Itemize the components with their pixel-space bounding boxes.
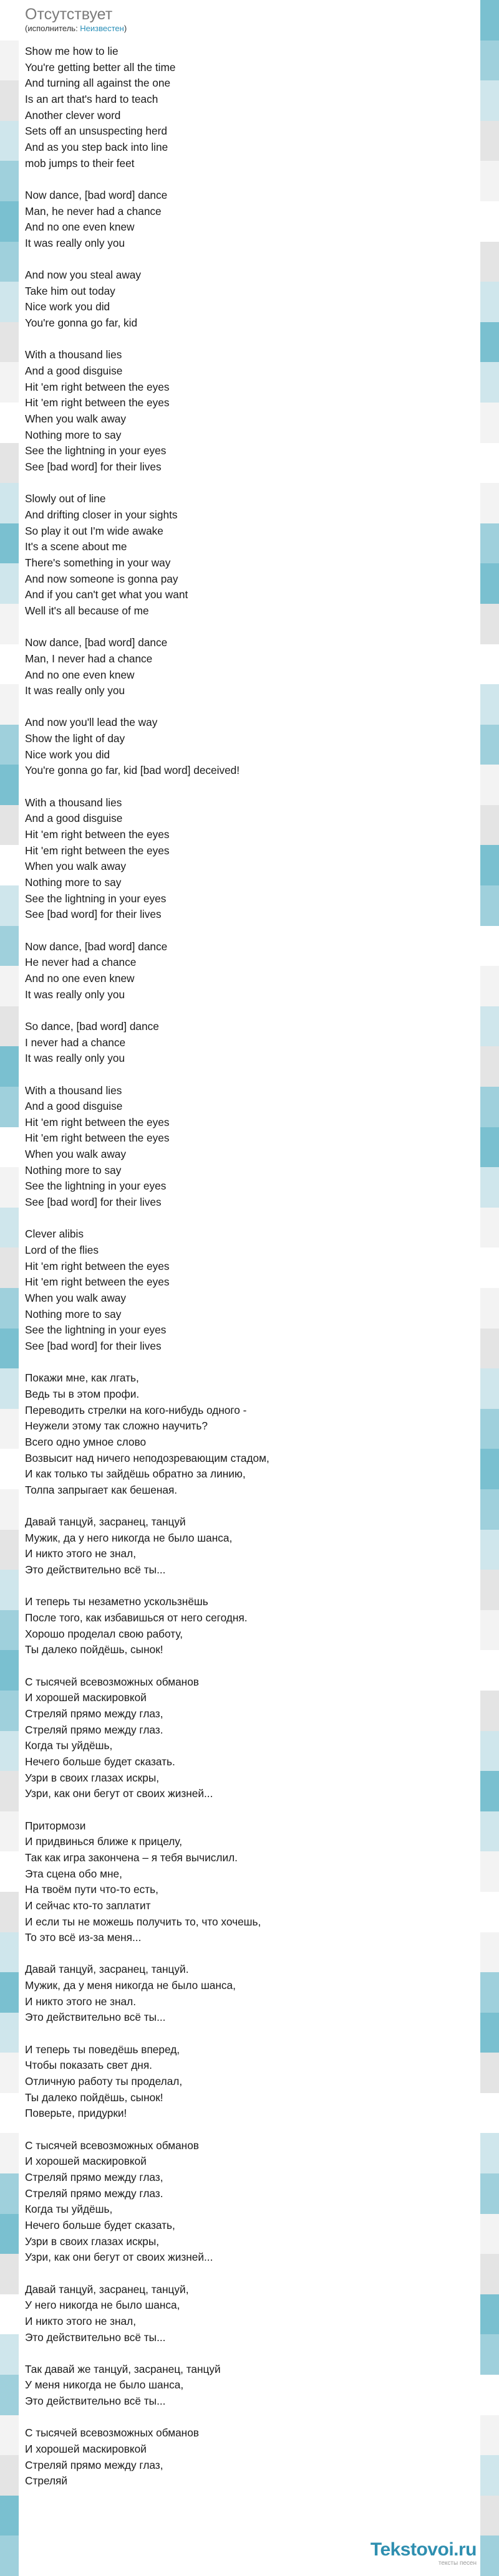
lyrics-stanza	[25, 188, 474, 252]
strip-segment	[0, 1731, 19, 1772]
lyrics-line: See the lightning in your eyes	[25, 444, 167, 457]
lyrics-line: Узри, как они бегут от своих жизней...	[25, 1787, 213, 1800]
lyrics-line: And a good disguise	[25, 1100, 123, 1113]
lyrics-line: Покажи мне, как лгать,	[25, 1371, 139, 1385]
lyrics-stanza	[25, 347, 474, 475]
lyrics-stanza	[25, 1594, 474, 1658]
strip-segment	[0, 523, 19, 564]
strip-segment	[0, 1932, 19, 1973]
strip-segment	[0, 1530, 19, 1570]
lyrics-stanza	[25, 44, 474, 171]
lyrics-line: With a thousand lies	[25, 1084, 122, 1097]
strip-segment	[0, 2535, 19, 2576]
lyrics-line: There's something in your way	[25, 556, 171, 569]
strip-segment	[0, 161, 19, 201]
lyrics-line: When you walk away	[25, 1148, 127, 1161]
lyrics-line: Now dance, [bad word] dance	[25, 636, 168, 649]
lyrics-line: And a good disguise	[25, 812, 123, 825]
strip-segment	[0, 1972, 19, 2013]
lyrics-line: And drifting closer in your sights	[25, 508, 178, 521]
strip-segment	[480, 1972, 499, 2013]
lyrics-line: Нечего больше будет сказать,	[25, 2218, 175, 2231]
strip-segment	[480, 2053, 499, 2093]
lyrics-line: Nice work you did	[25, 300, 110, 313]
lyrics-line: И сейчас кто-то заплатит	[25, 1899, 151, 1912]
lyrics-line: Стреляй прямо между глаз,	[25, 1707, 163, 1720]
lyrics-line: Ведь ты в этом профи.	[25, 1387, 140, 1400]
strip-segment	[480, 2535, 499, 2576]
lyrics-line: Толпа запрыгает как бешеная.	[25, 1483, 178, 1496]
lyrics-line: Now dance, [bad word] dance	[25, 188, 168, 201]
strip-segment	[480, 2173, 499, 2214]
lyrics-line: И никто этого не знал.	[25, 1995, 137, 2008]
strip-segment	[480, 2415, 499, 2456]
lyrics-line: Нечего больше будет сказать.	[25, 1755, 175, 1768]
lyrics-line: Hit 'em right between the eyes	[25, 844, 170, 857]
strip-segment	[480, 80, 499, 121]
strip-segment	[480, 1046, 499, 1087]
strip-segment	[0, 1247, 19, 1288]
lyrics-line: And turning all against the one	[25, 77, 171, 90]
lyrics-line: Sets off an unsuspecting herd	[25, 125, 167, 138]
strip-segment	[480, 443, 499, 484]
strip-segment	[480, 362, 499, 403]
lyrics-line: С тысячей всевозможных обманов	[25, 1675, 199, 1688]
lyrics-line: And now you'll lead the way	[25, 716, 158, 729]
lyrics-line: And no one even knew	[25, 971, 135, 985]
lyrics-line: When you walk away	[25, 860, 127, 873]
lyrics-line: Притормози	[25, 1819, 86, 1832]
lyrics-line: Узри в своих глазах искры,	[25, 1771, 160, 1784]
lyrics-line: Переводить стрелки на кого-нибудь одного -	[25, 1403, 247, 1416]
strip-segment	[480, 684, 499, 725]
strip-segment	[480, 1892, 499, 1932]
lyrics-line: Стреляй прямо между глаз,	[25, 2170, 163, 2183]
lyrics-line: И хорошей маскировкой	[25, 1691, 147, 1704]
strip-segment	[0, 2254, 19, 2294]
strip-segment	[480, 1530, 499, 1570]
strip-segment	[480, 1167, 499, 1208]
lyrics-line: And no one even knew	[25, 668, 135, 681]
lyrics-stanza	[25, 2362, 474, 2410]
lyrics-line: И хорошей маскировкой	[25, 2155, 147, 2168]
strip-segment	[0, 1570, 19, 1610]
lyrics-line: У него никогда не было шанса,	[25, 2299, 180, 2312]
lyrics-line: Так давай же танцуй, засранец, танцуй	[25, 2362, 221, 2375]
strip-segment	[480, 1368, 499, 1409]
strip-segment	[0, 242, 19, 282]
strip-segment	[480, 2294, 499, 2335]
lyrics-stanza	[25, 491, 474, 619]
strip-segment	[0, 1489, 19, 1530]
strip-segment	[0, 604, 19, 644]
lyrics-line: Давай танцуй, засранец, танцуй,	[25, 2283, 189, 2296]
strip-segment	[480, 1329, 499, 1369]
lyrics-line: With a thousand lies	[25, 796, 122, 809]
lyrics-line: Man, he never had a chance	[25, 204, 162, 217]
lyrics-stanza	[25, 1962, 474, 2026]
strip-segment	[480, 1006, 499, 1047]
lyrics-line: And if you can't get what you want	[25, 588, 188, 601]
lyrics-line: И никто этого не знал,	[25, 2314, 137, 2327]
lyrics-line: Хорошо проделал свою работу,	[25, 1627, 183, 1640]
lyrics-body	[25, 44, 474, 2489]
strip-segment	[480, 242, 499, 282]
strip-segment	[0, 765, 19, 805]
strip-segment	[0, 805, 19, 846]
lyrics-line: Ты далеко пойдёшь, сынок!	[25, 2091, 163, 2104]
strip-segment	[0, 2053, 19, 2093]
lyrics-line: And now someone is gonna pay	[25, 572, 178, 585]
strip-segment	[480, 1731, 499, 1772]
strip-segment	[0, 926, 19, 966]
lyrics-stanza	[25, 939, 474, 1003]
left-decorative-strip	[0, 0, 19, 2576]
lyrics-line: Узри в своих глазах искры,	[25, 2235, 160, 2248]
strip-segment	[480, 1932, 499, 1973]
strip-segment	[480, 483, 499, 523]
lyrics-line: I never had a chance	[25, 1036, 126, 1049]
artist-suffix: )	[124, 24, 127, 33]
strip-segment	[0, 1368, 19, 1409]
strip-segment	[480, 1208, 499, 1248]
strip-segment	[0, 403, 19, 443]
lyrics-line: Ты далеко пойдёшь, сынок!	[25, 1643, 163, 1656]
lyrics-line: И теперь ты незаметно ускользнёшь	[25, 1595, 208, 1608]
lyrics-line: Мужик, да у меня никогда не было шанса,	[25, 1979, 236, 1992]
lyrics-stanza	[25, 1019, 474, 1067]
lyrics-line: Поверьте, придурки!	[25, 2107, 127, 2120]
artist-link[interactable]: Неизвестен	[80, 24, 124, 33]
lyrics-line: See the lightning in your eyes	[25, 1324, 167, 1337]
lyrics-line: На твоём пути что-то есть,	[25, 1883, 158, 1896]
lyrics-stanza	[25, 1514, 474, 1578]
strip-segment	[0, 1046, 19, 1087]
strip-segment	[0, 1449, 19, 1489]
strip-segment	[0, 2013, 19, 2053]
lyrics-line: Now dance, [bad word] dance	[25, 940, 168, 953]
strip-segment	[0, 2133, 19, 2173]
strip-segment	[0, 2334, 19, 2375]
strip-segment	[0, 1208, 19, 1248]
lyrics-line: Hit 'em right between the eyes	[25, 396, 170, 409]
strip-segment	[0, 1329, 19, 1369]
lyrics-line: It was really only you	[25, 988, 125, 1001]
strip-segment	[480, 201, 499, 242]
lyrics-line: Эта сцена обо мне,	[25, 1867, 122, 1880]
strip-segment	[0, 1288, 19, 1329]
strip-segment	[0, 2173, 19, 2214]
lyrics-line: Возвысит над ничего неподозревающим стадом,	[25, 1451, 269, 1464]
strip-segment	[0, 1650, 19, 1691]
strip-segment	[480, 282, 499, 322]
strip-segment	[0, 1691, 19, 1731]
lyrics-stanza	[25, 2282, 474, 2346]
lyrics-line: Узри, как они бегут от своих жизней...	[25, 2251, 213, 2264]
lyrics-line: Nice work you did	[25, 748, 110, 761]
strip-segment	[480, 1570, 499, 1610]
lyrics-line: И как только ты зайдёшь обратно за линию,	[25, 1467, 246, 1481]
lyrics-line: И придвинься ближе к прицелу,	[25, 1835, 183, 1848]
strip-segment	[0, 282, 19, 322]
strip-segment	[0, 1811, 19, 1852]
lyrics-line: See [bad word] for their lives	[25, 1196, 162, 1209]
strip-segment	[0, 2496, 19, 2536]
lyrics-line: Стреляй прямо между глаз.	[25, 1723, 163, 1736]
lyrics-line: Стреляй прямо между глаз,	[25, 2458, 163, 2471]
lyrics-line: Hit 'em right between the eyes	[25, 380, 170, 393]
lyrics-line: С тысячей всевозможных обманов	[25, 2426, 199, 2440]
strip-segment	[480, 1409, 499, 1449]
strip-segment	[480, 1127, 499, 1168]
strip-segment	[0, 966, 19, 1006]
strip-segment	[0, 1167, 19, 1208]
lyrics-stanza	[25, 2042, 474, 2122]
right-decorative-strip	[480, 0, 499, 2576]
strip-segment	[480, 1610, 499, 1651]
lyrics-stanza	[25, 715, 474, 779]
strip-segment	[0, 684, 19, 725]
lyrics-stanza	[25, 2138, 474, 2266]
lyrics-line: И никто этого не знал,	[25, 1547, 137, 1560]
strip-segment	[480, 2214, 499, 2254]
lyrics-line: Slowly out of line	[25, 492, 106, 505]
strip-segment	[480, 0, 499, 41]
lyrics-line: Hit 'em right between the eyes	[25, 828, 170, 841]
lyrics-line: Это действительно всё ты...	[25, 2395, 166, 2408]
strip-segment	[0, 41, 19, 81]
lyrics-line: And as you step back into line	[25, 140, 168, 153]
strip-segment	[0, 121, 19, 161]
lyrics-line: And no one even knew	[25, 221, 135, 234]
lyrics-line: See the lightning in your eyes	[25, 892, 167, 905]
lyrics-line: Чтобы показать свет дня.	[25, 2059, 152, 2072]
strip-segment	[480, 725, 499, 765]
site-watermark[interactable]	[371, 2540, 477, 2567]
strip-segment	[0, 2455, 19, 2496]
lyrics-line: Отличную работу ты проделал,	[25, 2075, 183, 2088]
lyrics-line: Неужели этому так сложно научить?	[25, 1419, 208, 1433]
lyrics-line: When you walk away	[25, 413, 127, 426]
lyrics-line: Nothing more to say	[25, 1163, 122, 1176]
lyrics-line: Стреляй прямо между глаз.	[25, 2187, 163, 2200]
lyrics-line: И если ты не можешь получить то, что хочешь,	[25, 1915, 261, 1928]
lyrics-stanza	[25, 635, 474, 699]
strip-segment	[480, 1691, 499, 1731]
artist-prefix: (исполнитель:	[25, 24, 80, 33]
strip-segment	[480, 322, 499, 363]
lyrics-line: See [bad word] for their lives	[25, 908, 162, 921]
strip-segment	[0, 1409, 19, 1449]
lyrics-line: Nothing more to say	[25, 1307, 122, 1320]
lyrics-line: Это действительно всё ты...	[25, 1563, 166, 1577]
strip-segment	[480, 1087, 499, 1127]
strip-segment	[480, 1489, 499, 1530]
watermark-tagline: тексты песен	[438, 2560, 477, 2567]
lyrics-line: So dance, [bad word] dance	[25, 1019, 159, 1033]
lyrics-line: mob jumps to their feet	[25, 156, 135, 169]
lyrics-line: It was really only you	[25, 236, 125, 249]
strip-segment	[480, 161, 499, 201]
strip-segment	[480, 2334, 499, 2375]
lyrics-line: Давай танцуй, засранец, танцуй	[25, 1515, 186, 1529]
strip-segment	[480, 1449, 499, 1489]
strip-segment	[480, 805, 499, 846]
lyrics-line: Man, I never had a chance	[25, 652, 153, 665]
lyrics-stanza	[25, 1370, 474, 1498]
lyrics-line: Well it's all because of me	[25, 604, 149, 617]
strip-segment	[0, 725, 19, 765]
lyrics-line: See the lightning in your eyes	[25, 1180, 167, 1193]
strip-segment	[480, 604, 499, 644]
strip-segment	[0, 1771, 19, 1811]
strip-segment	[480, 41, 499, 81]
artist-line	[25, 24, 474, 34]
lyrics-line: Это действительно всё ты...	[25, 2011, 166, 2024]
strip-segment	[480, 2093, 499, 2134]
strip-segment	[0, 1610, 19, 1651]
lyrics-line: С тысячей всевозможных обманов	[25, 2139, 199, 2152]
lyrics-line: When you walk away	[25, 1292, 127, 1305]
lyrics-stanza	[25, 267, 474, 332]
lyrics-line: Когда ты уйдёшь,	[25, 2203, 113, 2216]
strip-segment	[0, 1892, 19, 1932]
lyrics-stanza	[25, 2425, 474, 2489]
lyrics-line: Hit 'em right between the eyes	[25, 1259, 170, 1272]
strip-segment	[480, 885, 499, 926]
lyrics-line: And now you steal away	[25, 269, 142, 282]
lyrics-line: He never had a chance	[25, 956, 137, 969]
strip-segment	[480, 1771, 499, 1811]
lyrics-line: Show the light of day	[25, 732, 125, 745]
lyrics-line: With a thousand lies	[25, 348, 122, 361]
strip-segment	[0, 885, 19, 926]
strip-segment	[0, 0, 19, 41]
lyrics-stanza	[25, 795, 474, 923]
strip-segment	[0, 1127, 19, 1168]
strip-segment	[480, 2375, 499, 2415]
strip-segment	[480, 403, 499, 443]
strip-segment	[480, 926, 499, 966]
strip-segment	[0, 362, 19, 403]
strip-segment	[480, 523, 499, 564]
lyrics-line: It's a scene about me	[25, 540, 127, 553]
strip-segment	[480, 765, 499, 805]
lyrics-line: So play it out I'm wide awake	[25, 524, 163, 537]
lyrics-stanza	[25, 1818, 474, 1946]
strip-segment	[0, 2415, 19, 2456]
strip-segment	[480, 2496, 499, 2536]
strip-segment	[480, 1811, 499, 1852]
strip-segment	[0, 1851, 19, 1892]
lyrics-line: После того, как избавишься от него сегодня.	[25, 1611, 248, 1624]
lyrics-line: То это всё из-за меня...	[25, 1931, 142, 1944]
lyrics-line: Hit 'em right between the eyes	[25, 1132, 170, 1145]
strip-segment	[480, 1650, 499, 1691]
strip-segment	[480, 2133, 499, 2173]
lyrics-line: See [bad word] for their lives	[25, 1339, 162, 1352]
strip-segment	[480, 1247, 499, 1288]
strip-segment	[0, 644, 19, 685]
lyrics-line: And a good disguise	[25, 365, 123, 378]
strip-segment	[0, 2214, 19, 2254]
strip-segment	[0, 2093, 19, 2134]
lyrics-content	[25, 5, 474, 2506]
strip-segment	[0, 1006, 19, 1047]
strip-segment	[0, 322, 19, 363]
lyrics-line: It was really only you	[25, 1052, 125, 1065]
strip-segment	[0, 1087, 19, 1127]
lyrics-line: Is an art that's hard to teach	[25, 92, 158, 105]
lyrics-line: Стреляй	[25, 2474, 68, 2488]
strip-segment	[0, 2294, 19, 2335]
lyrics-line: Take him out today	[25, 284, 115, 297]
lyrics-line: Всего одно умное слово	[25, 1435, 147, 1448]
lyrics-line: See [bad word] for their lives	[25, 460, 162, 474]
lyrics-line: Another clever word	[25, 108, 121, 122]
lyrics-line: Show me how to lie	[25, 45, 119, 57]
strip-segment	[0, 201, 19, 242]
lyrics-stanza	[25, 1226, 474, 1354]
strip-segment	[0, 563, 19, 604]
lyrics-line: И хорошей маскировкой	[25, 2443, 147, 2456]
lyrics-stanza	[25, 1674, 474, 1802]
strip-segment	[480, 1288, 499, 1329]
lyrics-line: Lord of the flies	[25, 1244, 99, 1257]
strip-segment	[480, 2254, 499, 2294]
strip-segment	[480, 563, 499, 604]
strip-segment	[0, 80, 19, 121]
lyrics-line: You're gonna go far, kid	[25, 317, 138, 330]
lyrics-line: Hit 'em right between the eyes	[25, 1276, 170, 1289]
lyrics-line: У меня никогда не было шанса,	[25, 2378, 184, 2392]
lyrics-line: Clever alibis	[25, 1228, 84, 1241]
lyrics-line: Nothing more to say	[25, 428, 122, 441]
strip-segment	[0, 845, 19, 885]
strip-segment	[480, 1851, 499, 1892]
lyrics-line: Так как игра закончена – я тебя вычислил.	[25, 1851, 238, 1864]
lyrics-line: It was really only you	[25, 684, 125, 697]
watermark-logo-text: Tekstovoi.ru	[370, 2539, 477, 2560]
strip-segment	[0, 483, 19, 523]
strip-segment	[0, 443, 19, 484]
lyrics-line: You're getting better all the time	[25, 60, 176, 74]
strip-segment	[0, 2375, 19, 2415]
lyrics-line: Nothing more to say	[25, 876, 122, 889]
strip-segment	[480, 121, 499, 161]
lyrics-line: Hit 'em right between the eyes	[25, 1115, 170, 1128]
lyrics-stanza	[25, 1083, 474, 1211]
lyrics-line: Когда ты уйдёшь,	[25, 1739, 113, 1752]
lyrics-line: You're gonna go far, kid [bad word] deceived!	[25, 764, 240, 777]
lyrics-line: Давай танцуй, засранец, танцуй.	[25, 1963, 189, 1976]
strip-segment	[480, 2455, 499, 2496]
lyrics-line: Это действительно всё ты...	[25, 2330, 166, 2344]
strip-segment	[480, 644, 499, 685]
lyrics-line: И теперь ты поведёшь вперед,	[25, 2043, 180, 2056]
lyrics-line: Мужик, да у него никогда не было шанса,	[25, 1531, 233, 1544]
strip-segment	[480, 2013, 499, 2053]
strip-segment	[480, 966, 499, 1006]
song-title: Отсутствует	[25, 6, 113, 23]
strip-segment	[480, 845, 499, 885]
